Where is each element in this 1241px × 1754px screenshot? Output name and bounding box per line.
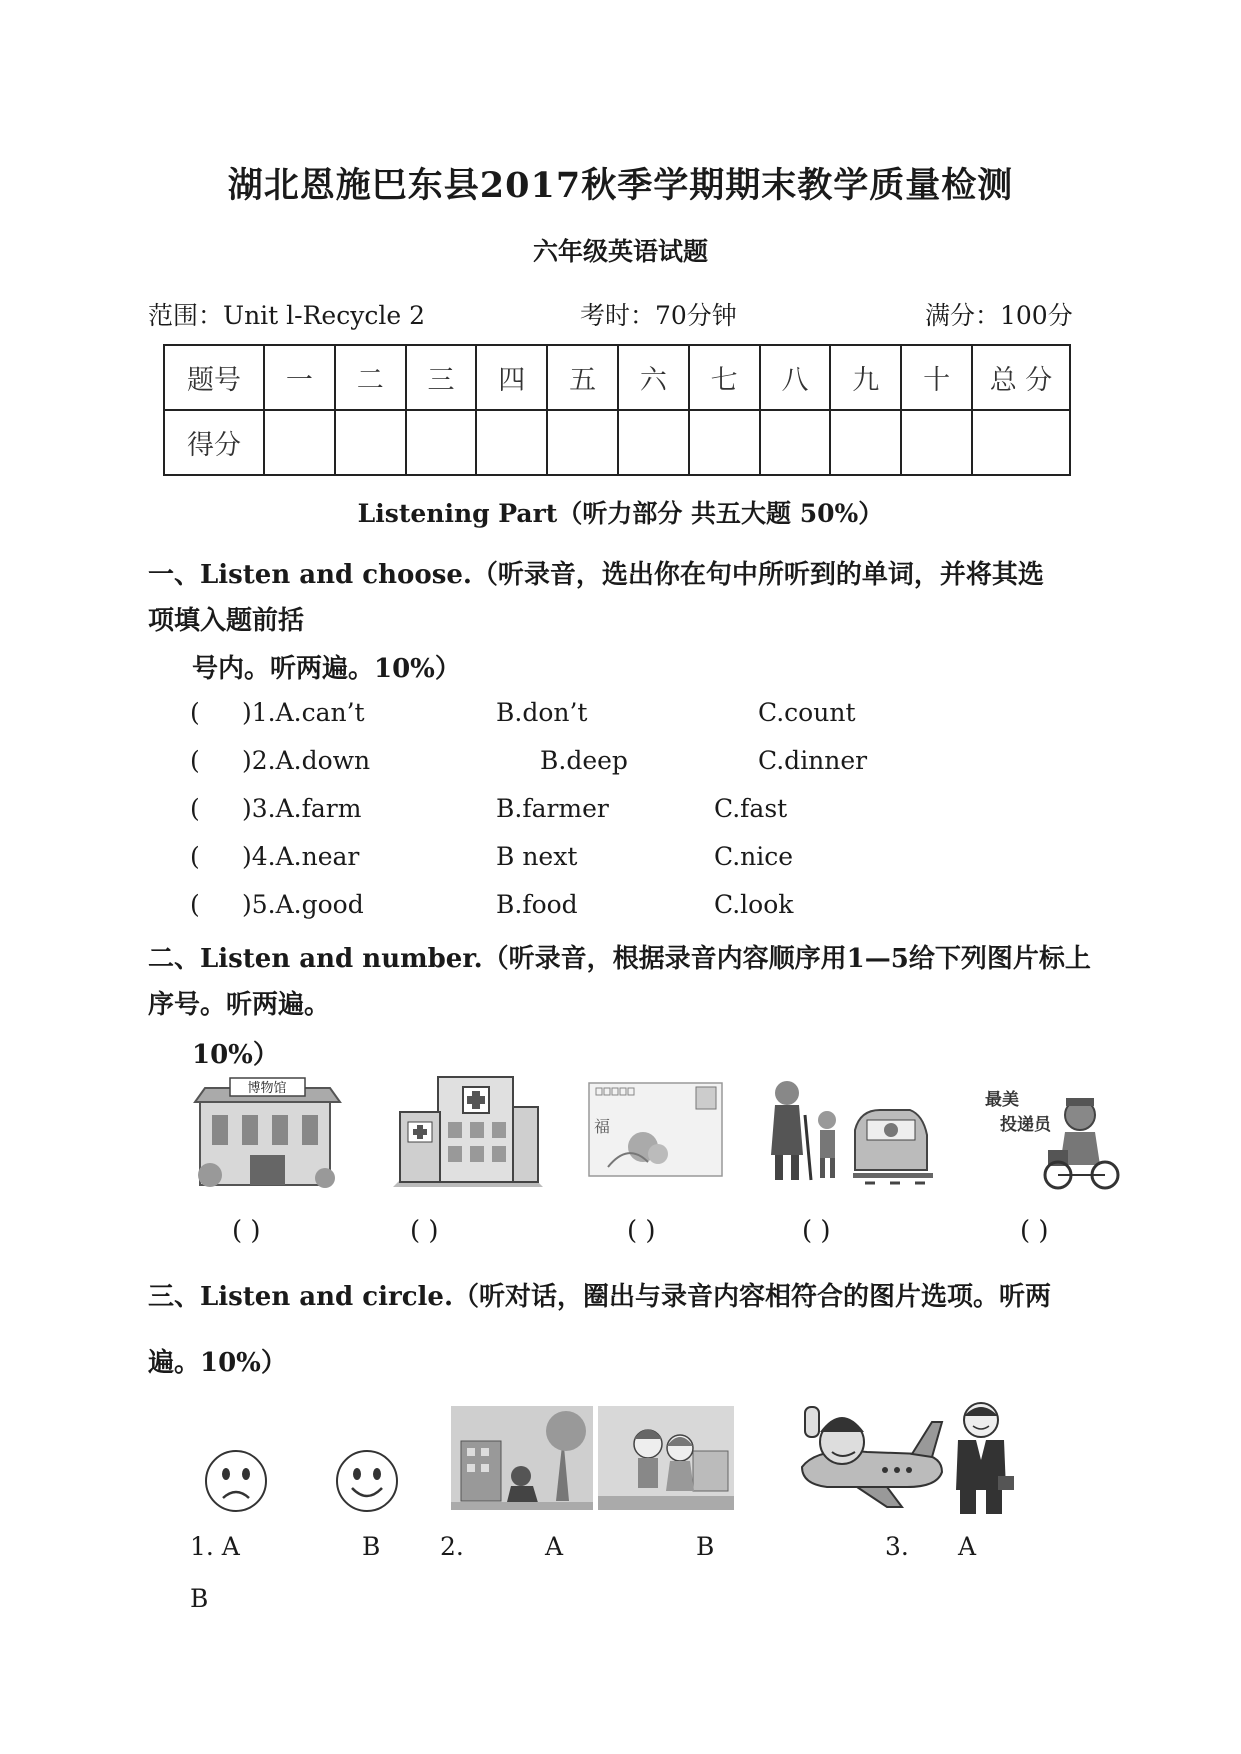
score-input-cell[interactable] (406, 410, 477, 475)
table-cell: 一 (264, 345, 335, 410)
score-input-cell[interactable] (335, 410, 406, 475)
q2-option-b: B (696, 1532, 715, 1561)
section3-heading-cont: 遍。10%） (148, 1348, 287, 1378)
answer-blank[interactable]: ( (190, 746, 200, 775)
section3-heading: 三、Listen and circle.（听对话，圈出与录音内容相符合的图片选项。听两 (148, 1282, 1051, 1312)
q3-option-b: B (190, 1584, 209, 1613)
table-cell: 题号 (164, 345, 264, 410)
exam-time: 考时：70分钟 (580, 301, 737, 330)
number-blank-4[interactable]: ( ) (802, 1216, 831, 1246)
businessman-picture[interactable] (946, 1398, 1016, 1518)
table-cell: 七 (689, 345, 760, 410)
exam-subtitle: 六年级英语试题 (532, 237, 708, 266)
option-a: )4.A.near (242, 842, 360, 871)
q2-option-a: A (545, 1532, 564, 1561)
score-input-cell[interactable] (830, 410, 901, 475)
school-scene-picture[interactable] (451, 1406, 593, 1510)
score-input-cell[interactable] (547, 410, 618, 475)
option-b: B.farmer (496, 794, 609, 823)
answer-blank[interactable]: ( (190, 890, 200, 919)
option-a: )2.A.down (242, 746, 371, 775)
number-blank-2[interactable]: ( ) (410, 1216, 439, 1246)
postcard-text: 福 (594, 1117, 611, 1136)
number-blank-1[interactable]: ( ) (232, 1216, 261, 1246)
option-c: C.dinner (758, 746, 868, 775)
courier-label-1: 最美 (985, 1090, 1019, 1110)
q1-option-b: B (362, 1532, 381, 1561)
table-cell: 六 (618, 345, 689, 410)
table-row (164, 345, 1070, 410)
option-a: )1.A.can’t (242, 698, 365, 727)
table-cell: 总 分 (972, 345, 1070, 410)
score-input-cell[interactable] (972, 410, 1070, 475)
happy-face-picture[interactable] (334, 1448, 400, 1514)
score-input-cell[interactable] (476, 410, 547, 475)
listening-part-heading: Listening Part（听力部分 共五大题 50%） (357, 499, 884, 528)
sad-face-picture[interactable] (203, 1448, 269, 1514)
table-cell: 九 (830, 345, 901, 410)
museum-picture (190, 1070, 345, 1190)
table-row (164, 410, 1070, 475)
answer-blank[interactable]: ( (190, 698, 200, 727)
option-c: C.fast (714, 794, 788, 823)
courier-label-2: 投递员 (1000, 1115, 1051, 1135)
option-c: C.look (714, 890, 794, 919)
courier-picture (980, 1080, 1125, 1190)
children-scene-picture[interactable] (598, 1406, 734, 1510)
section2-heading-cont: 序号。听两遍。 (148, 990, 331, 1020)
q3-option-a: A (958, 1532, 977, 1561)
option-c: C.count (758, 698, 856, 727)
cross-road-picture (765, 1075, 935, 1187)
score-input-cell[interactable] (901, 410, 972, 475)
number-blank-5[interactable]: ( ) (1020, 1216, 1049, 1246)
table-cell: 八 (760, 345, 831, 410)
table-cell: 得分 (164, 410, 264, 475)
section1-heading-cont: 项填入题前括 (148, 606, 305, 636)
table-cell: 四 (476, 345, 547, 410)
number-blank-3[interactable]: ( ) (627, 1216, 656, 1246)
option-a: )3.A.farm (242, 794, 362, 823)
pilot-plane-picture[interactable] (797, 1402, 945, 1514)
exam-scope: 范围：Unit l-Recycle 2 (148, 301, 425, 330)
option-b: B.food (496, 890, 578, 919)
score-input-cell[interactable] (264, 410, 335, 475)
section2-heading-cont: 10%） (192, 1040, 279, 1070)
table-cell: 三 (406, 345, 477, 410)
option-b: B.don’t (496, 698, 588, 727)
answer-blank[interactable]: ( (190, 842, 200, 871)
score-input-cell[interactable] (618, 410, 689, 475)
exam-title: 湖北恩施巴东县2017秋季学期期末教学质量检测 (227, 165, 1014, 206)
q2-number: 2. (440, 1532, 464, 1561)
score-input-cell[interactable] (760, 410, 831, 475)
exam-full-score: 满分：100分 (925, 301, 1073, 330)
section1-heading-cont: 号内。听两遍。10%） (192, 654, 461, 684)
section2-heading: 二、Listen and number.（听录音，根据录音内容顺序用1—5给下列图片标上 (148, 944, 1091, 974)
option-a: )5.A.good (242, 890, 364, 919)
score-table (163, 344, 1071, 476)
section1-heading: 一、Listen and choose.（听录音，选出你在句中所听到的单词，并将其选 (148, 560, 1044, 590)
q3-number: 3. (885, 1532, 909, 1561)
museum-sign-text: 博物馆 (247, 1081, 287, 1096)
score-input-cell[interactable] (689, 410, 760, 475)
option-b: B next (496, 842, 578, 871)
postcard-picture (588, 1082, 723, 1177)
table-cell: 二 (335, 345, 406, 410)
table-cell: 五 (547, 345, 618, 410)
hospital-picture (388, 1072, 548, 1190)
answer-blank[interactable]: ( (190, 794, 200, 823)
option-b: B.deep (540, 746, 628, 775)
q1-option-a: 1. A (190, 1532, 240, 1561)
option-c: C.nice (714, 842, 794, 871)
table-cell: 十 (901, 345, 972, 410)
